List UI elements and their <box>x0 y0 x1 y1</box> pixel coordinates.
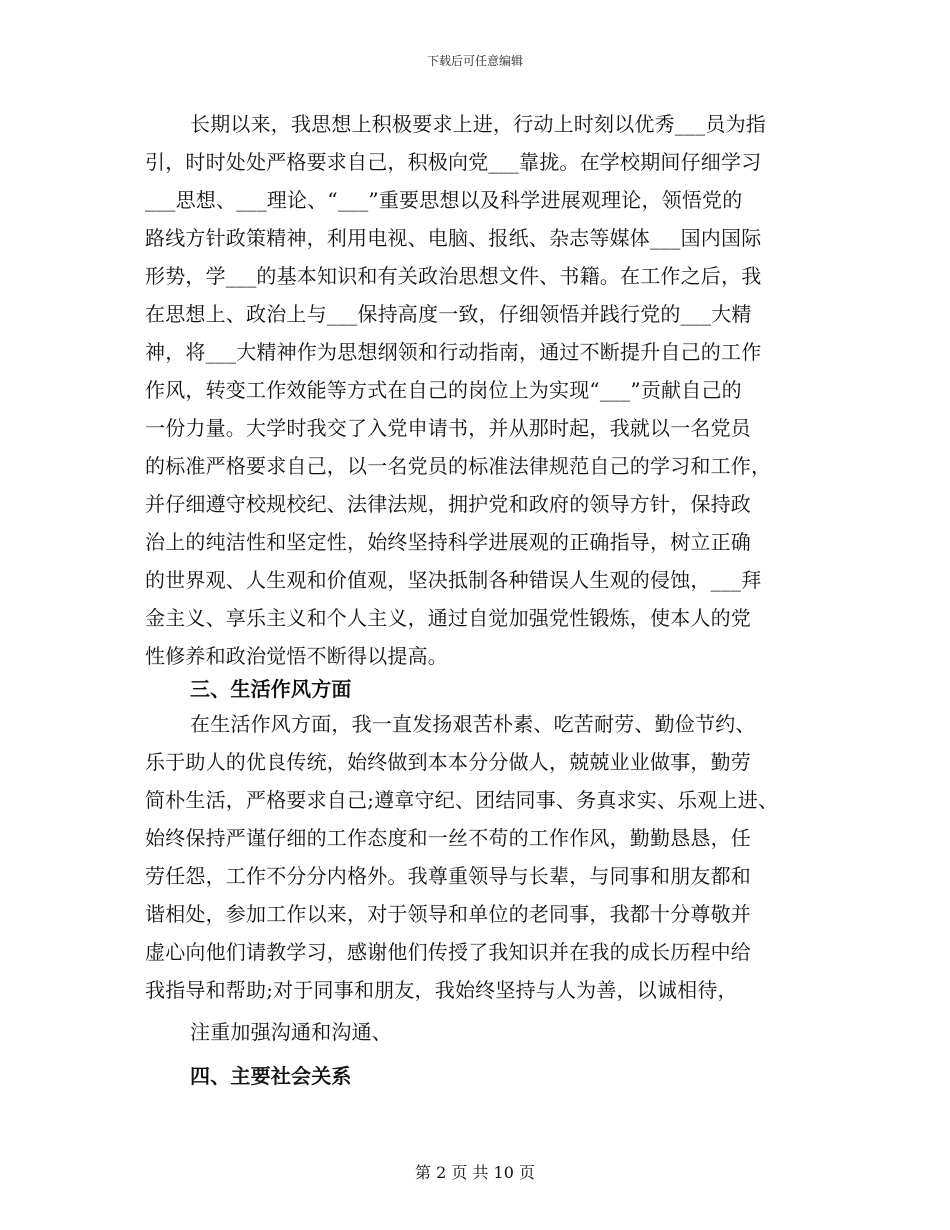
paragraph-line: 引，时时处处严格要求自己，积极向党___靠拢。在学校期间仔细学习 <box>145 150 762 174</box>
page-header: 下载后可任意编辑 <box>426 54 523 68</box>
paragraph-line: 我指导和帮助;对于同事和朋友，我始终坚持与人为善，以诚相待， <box>145 978 738 1002</box>
paragraph-line: 的世界观、人生观和价值观，坚决抵制各种错误人生观的侵蚀，___拜 <box>145 568 762 592</box>
paragraph-line: 一份力量。大学时我交了入党申请书，并从那时起，我就以一名党员 <box>145 416 751 440</box>
paragraph-line: 神，将___大精神作为思想纲领和行动指南，通过不断提升自己的工作 <box>145 340 762 364</box>
paragraph-line: 长期以来，我思想上积极要求上进，行动上时刻以优秀___员为指 <box>190 112 766 136</box>
paragraph-line: 金主义、享乐主义和个人主义，通过自觉加强党性锻炼，使本人的党 <box>145 606 751 630</box>
paragraph-line: 路线方针政策精神，利用电视、电脑、报纸、杂志等媒体___国内国际 <box>145 226 762 250</box>
paragraph-line: 虚心向他们请教学习，感谢他们传授了我知识并在我的成长历程中给 <box>145 940 751 964</box>
paragraph-line: 简朴生活，严格要求自己;遵章守纪、团结同事、务真求实、乐观上进、 <box>145 788 779 812</box>
paragraph-line: 注重加强沟通和沟通、 <box>190 1020 392 1044</box>
paragraph-line: 作风，转变工作效能等方式在自己的岗位上为实现“___”贡献自己的 <box>145 378 742 402</box>
section-heading: 四、主要社会关系 <box>190 1064 352 1088</box>
paragraph-line: 劳任怨，工作不分分内格外。我尊重领导与长辈，与同事和朋友都和 <box>145 864 751 888</box>
paragraph-line: 谐相处，参加工作以来，对于领导和单位的老同事，我都十分尊敬并 <box>145 902 751 926</box>
paragraph-line: ___思想、___理论、“___”重要思想以及科学进展观理论，领悟党的 <box>145 188 743 212</box>
paragraph-line: 性修养和政治觉悟不断得以提高。 <box>145 644 448 668</box>
paragraph-line: 的标准严格要求自己，以一名党员的标准法律规范自己的学习和工作， <box>145 454 772 478</box>
paragraph-line: 并仔细遵守校规校纪、法律法规，拥护党和政府的领导方针，保持政 <box>145 492 751 516</box>
paragraph-line: 始终保持严谨仔细的工作态度和一丝不苟的工作作风，勤勤恳恳，任 <box>145 826 751 850</box>
paragraph-line: 形势，学___的基本知识和有关政治思想文件、书籍。在工作之后，我 <box>145 264 762 288</box>
section-heading: 三、生活作风方面 <box>190 677 352 701</box>
paragraph-line: 在生活作风方面，我一直发扬艰苦朴素、吃苦耐劳、勤俭节约、 <box>190 712 756 736</box>
paragraph-line: 在思想上、政治上与___保持高度一致，仔细领悟并践行党的___大精 <box>145 302 752 326</box>
paragraph-line: 乐于助人的优良传统，始终做到本本分分做人，兢兢业业做事，勤劳 <box>145 750 751 774</box>
page-footer: 第 2 页 共 10 页 <box>415 1163 535 1182</box>
paragraph-line: 治上的纯洁性和坚定性，始终坚持科学进展观的正确指导，树立正确 <box>145 530 751 554</box>
